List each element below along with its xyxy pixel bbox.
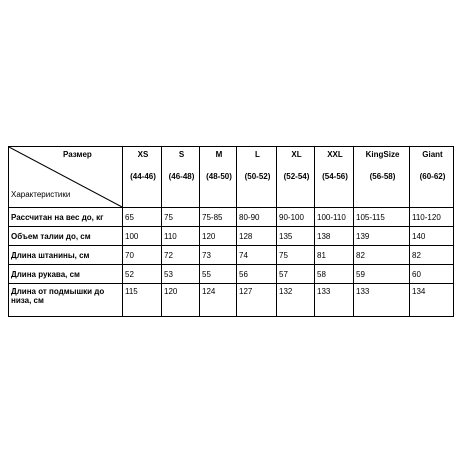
row-label: Объем талии до, см [9,227,123,246]
table-cell: 70 [123,246,162,265]
table-cell: 135 [277,227,315,246]
corner-characteristics-label: Характеристики [11,190,71,199]
table-cell: 100 [123,227,162,246]
table-cell: 74 [237,246,277,265]
corner-header-cell [9,147,123,208]
table-cell: 82 [410,246,454,265]
table-cell: 57 [277,265,315,284]
size-chart-table [8,146,454,317]
row-label: Рассчитан на вес до, кг [9,208,123,227]
table-cell: 65 [123,208,162,227]
table-cell: 139 [354,227,410,246]
table-cell: 133 [354,284,410,317]
table-cell: 56 [237,265,277,284]
size-range: (50-52) [244,172,271,181]
table-cell: 127 [237,284,277,317]
header-row [9,147,454,208]
table-cell: 110 [162,227,200,246]
size-range: (56-58) [369,172,396,181]
table-cell: 53 [162,265,200,284]
size-header-kingsize [354,147,410,208]
size-header-m [200,147,237,208]
size-name: XXL [327,150,343,159]
size-range: (46-48) [168,172,195,181]
size-name: XL [291,150,302,159]
table-cell: 128 [237,227,277,246]
row-label: Длина штанины, см [9,246,123,265]
table-cell: 105-115 [354,208,410,227]
table-cell: 73 [200,246,237,265]
size-name: KingSize [365,150,400,159]
table-cell: 55 [200,265,237,284]
table-cell: 81 [315,246,354,265]
table-cell: 124 [200,284,237,317]
size-header-s [162,147,200,208]
table-cell: 115 [123,284,162,317]
table-cell: 58 [315,265,354,284]
table-cell: 100-110 [315,208,354,227]
size-name: M [215,150,223,159]
size-range: (54-56) [322,172,348,181]
size-range: (44-46) [130,172,156,181]
table-cell: 120 [200,227,237,246]
table-cell: 75-85 [200,208,237,227]
size-range: (60-62) [419,172,446,181]
table-cell: 82 [354,246,410,265]
row-label: Длина от подмышки до низа, см [9,284,123,317]
table-cell: 110-120 [410,208,454,227]
table-cell: 80-90 [237,208,277,227]
size-header-l [237,147,277,208]
size-name: S [178,150,185,159]
table-row-weight [9,208,454,227]
size-header-xs [123,147,162,208]
corner-size-label: Размер [63,150,92,159]
table-cell: 133 [315,284,354,317]
table-cell: 138 [315,227,354,246]
table-row-armpit-to-hem [9,284,454,317]
size-name: XS [137,150,149,159]
table-cell: 72 [162,246,200,265]
size-name: Giant [422,150,443,159]
table-cell: 90-100 [277,208,315,227]
table-cell: 140 [410,227,454,246]
table-cell: 52 [123,265,162,284]
table-cell: 75 [277,246,315,265]
size-range: (52-54) [283,172,310,181]
table-row-waist [9,227,454,246]
table-row-leg-length [9,246,454,265]
table-cell: 60 [410,265,454,284]
size-header-xxl [315,147,354,208]
table-cell: 134 [410,284,454,317]
size-header-xl [277,147,315,208]
row-label: Длина рукава, см [9,265,123,284]
size-header-giant [410,147,454,208]
size-name: L [255,150,260,159]
table-cell: 132 [277,284,315,317]
size-range: (48-50) [206,172,232,181]
table-cell: 59 [354,265,410,284]
table-row-sleeve-length [9,265,454,284]
table-cell: 120 [162,284,200,317]
table-cell: 75 [162,208,200,227]
